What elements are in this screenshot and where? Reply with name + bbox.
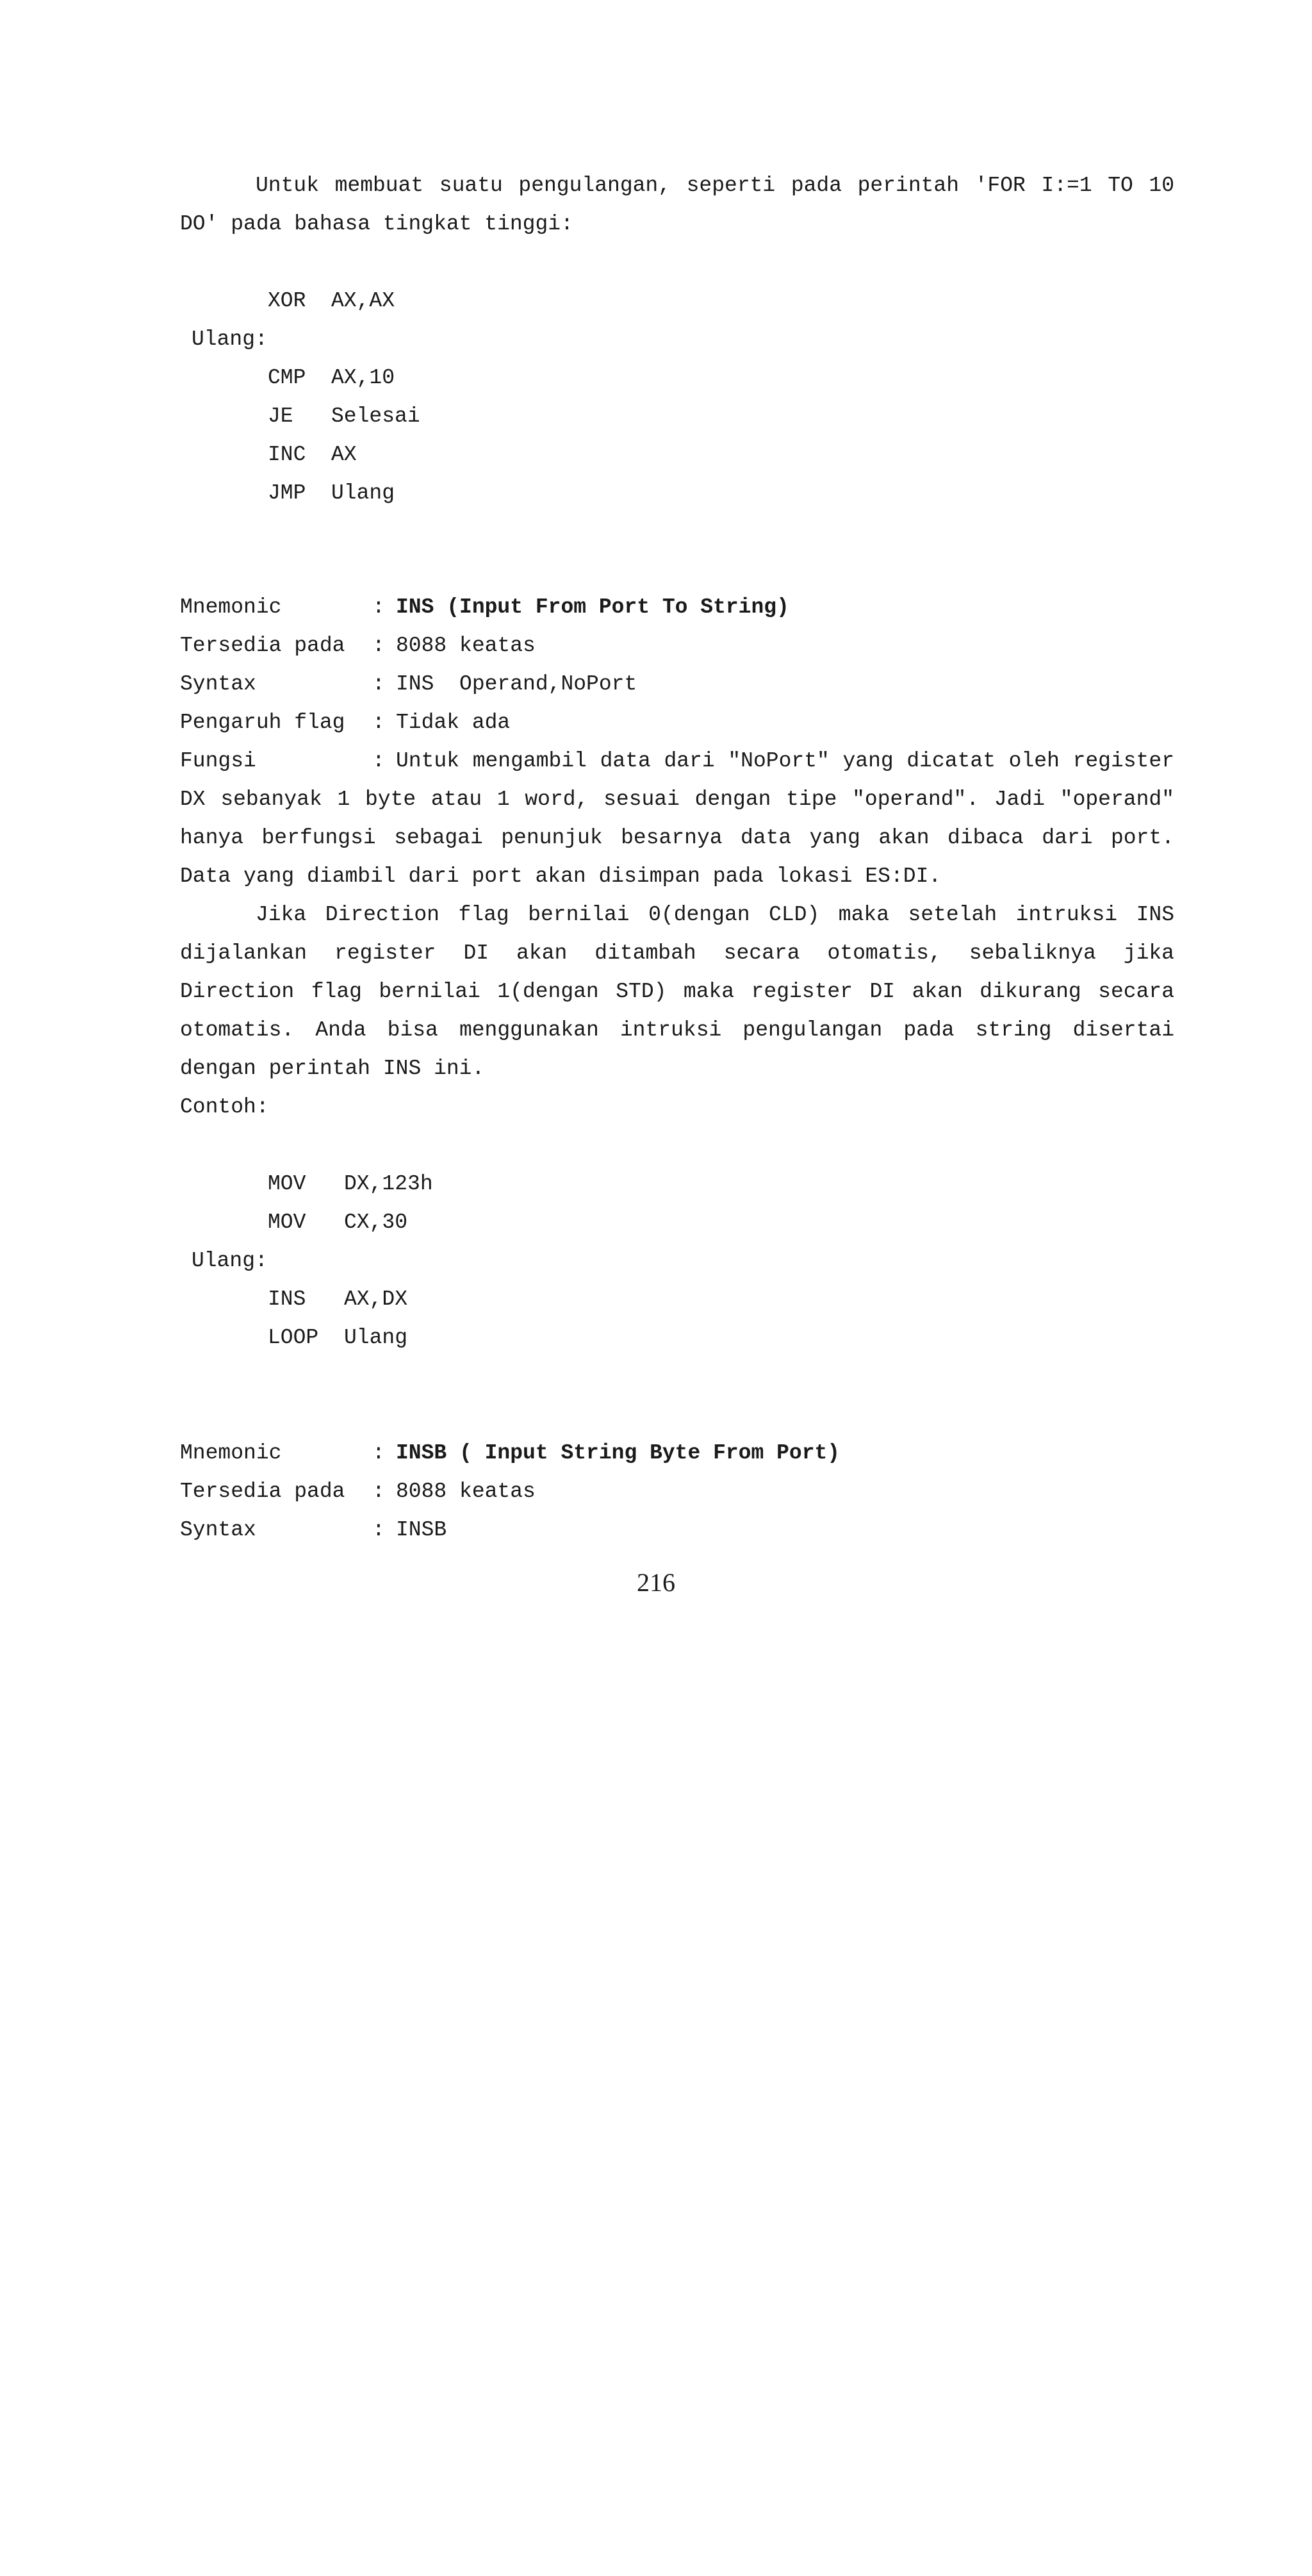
- code-arg: Ulang: [331, 481, 395, 505]
- syntax-value: INS Operand,NoPort: [396, 672, 637, 696]
- page-number: 216: [637, 1568, 675, 1597]
- code-label: Ulang:: [192, 1249, 268, 1273]
- syntax-value: INSB: [396, 1518, 447, 1542]
- direction-paragraph: Jika Direction flag bernilai 0(dengan CLD) maka setelah intruksi INS dijalankan register DI akan ditambah secara otomatis, sebaliknya jika Direction flag bernilai 1(dengan STD) maka register DI akan dikurang secara otomatis. Anda bisa menggunakan intruksi pengulangan pada string disertai dengan perintah INS ini.: [180, 903, 1174, 1080]
- code-op: INS: [268, 1287, 306, 1311]
- code-arg: Selesai: [331, 404, 420, 428]
- intro-line-2: DO' pada bahasa tingkat tinggi:: [180, 212, 573, 236]
- mnemonic-label: Mnemonic: [180, 1441, 282, 1465]
- code-op: MOV: [268, 1172, 306, 1196]
- colon: :: [372, 711, 385, 734]
- code-arg: DX,123h: [344, 1172, 433, 1196]
- code-arg: AX: [331, 443, 357, 466]
- colon: :: [372, 672, 385, 696]
- code-arg: Ulang: [344, 1326, 408, 1350]
- code-op: MOV: [268, 1210, 306, 1234]
- code-op: LOOP: [268, 1326, 319, 1350]
- flag-value: Tidak ada: [396, 711, 511, 734]
- code-op: JMP: [268, 481, 306, 505]
- mnemonic-label: Mnemonic: [180, 595, 282, 619]
- colon: :: [372, 595, 385, 619]
- colon: :: [372, 749, 385, 773]
- code-op: JE: [268, 404, 293, 428]
- colon: :: [372, 634, 385, 657]
- syntax-label: Syntax: [180, 672, 256, 696]
- intro-line-1: Untuk membuat suatu pengulangan, seperti pada perintah 'FOR I:=1 TO 10: [256, 174, 1174, 197]
- code-label: Ulang:: [192, 327, 268, 351]
- colon: :: [372, 1441, 385, 1465]
- flag-label: Pengaruh flag: [180, 711, 345, 734]
- fungsi-label: Fungsi: [180, 749, 256, 773]
- contoh-label: Contoh:: [180, 1095, 269, 1119]
- code-arg: CX,30: [344, 1210, 408, 1234]
- fungsi-continuation: DX sebanyak 1 byte atau 1 word, sesuai dengan tipe "operand". Jadi "operand" hanya berfungsi sebagai penunjuk besarnya data yang akan dibaca dari port. Data yang diambil dari port akan disimpan pada lokasi ES:DI.: [180, 788, 1174, 888]
- code-op: CMP: [268, 366, 306, 390]
- code-op: INC: [268, 443, 306, 466]
- tersedia-label: Tersedia pada: [180, 634, 345, 657]
- tersedia-label: Tersedia pada: [180, 1480, 345, 1503]
- tersedia-value: 8088 keatas: [396, 634, 536, 657]
- code-arg: AX,DX: [344, 1287, 408, 1311]
- tersedia-value: 8088 keatas: [396, 1480, 536, 1503]
- colon: :: [372, 1518, 385, 1542]
- mnemonic-value: INSB ( Input String Byte From Port): [396, 1441, 840, 1465]
- code-arg: AX,AX: [331, 289, 395, 313]
- mnemonic-value: INS (Input From Port To String): [396, 595, 789, 619]
- code-arg: AX,10: [331, 366, 395, 390]
- syntax-label: Syntax: [180, 1518, 256, 1542]
- colon: :: [372, 1480, 385, 1503]
- code-op: XOR: [268, 289, 306, 313]
- fungsi-line-1: Untuk mengambil data dari "NoPort" yang dicatat oleh register: [396, 749, 1174, 773]
